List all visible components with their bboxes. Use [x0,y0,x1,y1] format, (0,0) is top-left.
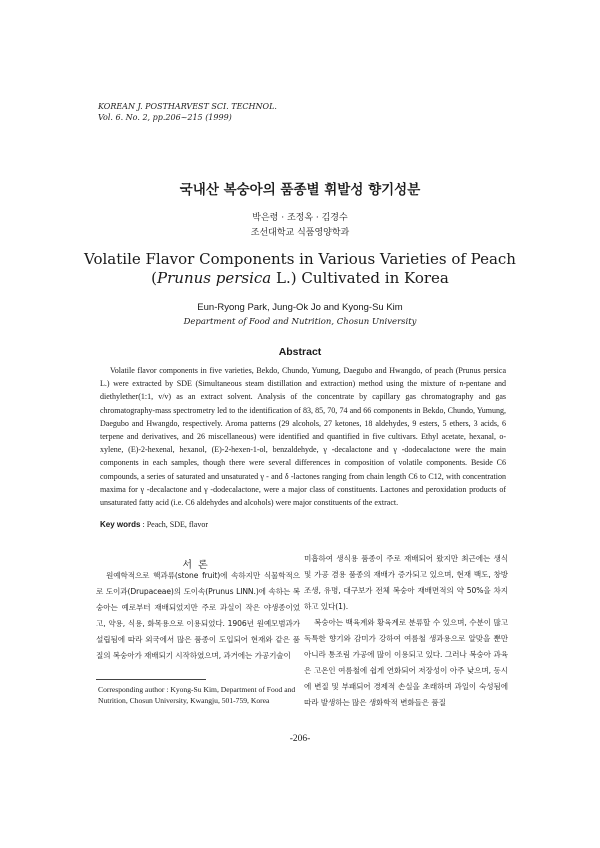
page-number: -206- [289,734,311,744]
abstract-heading: Abstract [278,346,322,358]
intro-heading: 서론 [182,560,214,571]
intro-paragraph-continued: 미흡하여 생식용 품종이 주로 재배되어 왔지만 최근에는 생식 및 가공 겸용 품종의 재배가 증가되고 있으며, 현재 백도, 창방조생, 유명, 대구보가 전체 복숭아 재배면적의 약 50%을 차지하고 있다(1). [304,554,508,611]
intro-paragraph: 복숭아는 백육계와 황육계로 분류할 수 있으며, 수분이 많고 독특한 향기와 감미가 강하여 여름철 생과용으로 알맞을 뿐만 아니라 통조림 가공에 많이 이용되고 있다. 그러나 복숭아 과육은 고온인 여름철에 쉽게 연화되어 저장성이 아주 낮으며, 동시에 변질 및 부패되어 경제적 손실을 초래하며 과일이 숙성됨에 따라 발생하는 많은 생화학적 변화들은 품질 [304,618,508,707]
species-name: Prunus persica [157,269,272,287]
intro-paragraph: 원예학적으로 핵과류(stone fruit)에 속하지만 식물학적으로 도이과(Drupaceae)의 도이속(Prunus LINN.)에 속하는 복숭아는 예로부터 재배되었지만 주로 과실이 작은 야생종이었고, 약용, 식용, 화목용으로 이용되었다. 1906년 원예모범과가 설립됨에 따라 외국에서 많은 품종이 도입되어 현재와 같은 품질의 복숭아가 재배되기 시작하였으며, 과거에는 가공기술이 [96,571,300,660]
korean-title: 국내산 복숭아의 품종별 휘발성 향기성분 [179,182,421,198]
journal-volume: Vol. 6. No. 2, pp.206~215 (1999) [98,113,232,122]
english-affiliation: Department of Food and Nutrition, Chosun University [183,317,417,327]
korean-affiliation: 조선대학교 식품영양학과 [250,228,350,238]
english-title [0,250,600,288]
korean-authors: 박은령 · 조정옥 · 김경수 [252,213,348,223]
title-open-paren: ( [151,269,158,287]
keywords [100,520,208,529]
intro-left-column [96,568,300,664]
intro-right-column [304,551,508,711]
corresponding-author-footnote: Corresponding author : Kyong-Su Kim, Department of Food and Nutrition, Chosun University, Kwangju, 501-759, Korea [98,685,296,705]
english-title-line2 [0,269,600,288]
english-authors: Eun-Ryong Park, Jung-Ok Jo and Kyong-Su Kim [197,302,403,313]
abstract-text: Volatile flavor components in five varieties, Bekdo, Chundo, Yumung, Daegubo and Hwangdo, of peach (Prunus persica L.) were extracted by SDE (Simultaneous steam distillation and extraction) method using the mixture of n-pentane and diethylether(1:1, v/v) as an extract solvent. Analysis of the concentrate by capillary gas chromatography and gas chromatography-mass spectrometry led to the identification of 83, 85, 70, 74 and 66 components in Bekdo, Chundo, Yumung, Daegubo and Hwangdo, respectively. Aroma patterns (29 alcohols, 27 ketones, 18 aldehydes, 9 esters, 5 ethers, 3 acids, 6 terpene and derivatives, and 26 miscellaneous) were identified and quantified in five cultivars. Ethyl acetate, hexanal, o-xylene, (E)-2-hexenal, hexanol, (E)-2-hexen-1-ol, benzaldehyde, γ -decalactone and γ -dodecalactone were the main components in each samples, though there were several differences in composition of volatile components. Beside C6 compounds, a series of saturated and unsaturated γ - and δ -lactones ranging from chain length C6 to C12, with concentration maxima for γ -decalactone and γ -dodecalactone, were a major class of constituents. Lactones and peroxidation products of unsaturated fatty acid (i.e. C6 aldehydes and alcohols) were major constituents of the extract. [100,366,506,508]
footnote-divider [96,679,206,680]
journal-name: KOREAN J. POSTHARVEST SCI. TECHNOL. [98,102,277,111]
journal-header [98,101,277,123]
keywords-label: Key words [100,520,141,529]
english-title-line1: Volatile Flavor Components in Various Varieties of Peach [84,250,516,268]
title-line2-rest: L.) Cultivated in Korea [271,269,449,287]
keywords-text: : Peach, SDE, flavor [140,520,209,529]
